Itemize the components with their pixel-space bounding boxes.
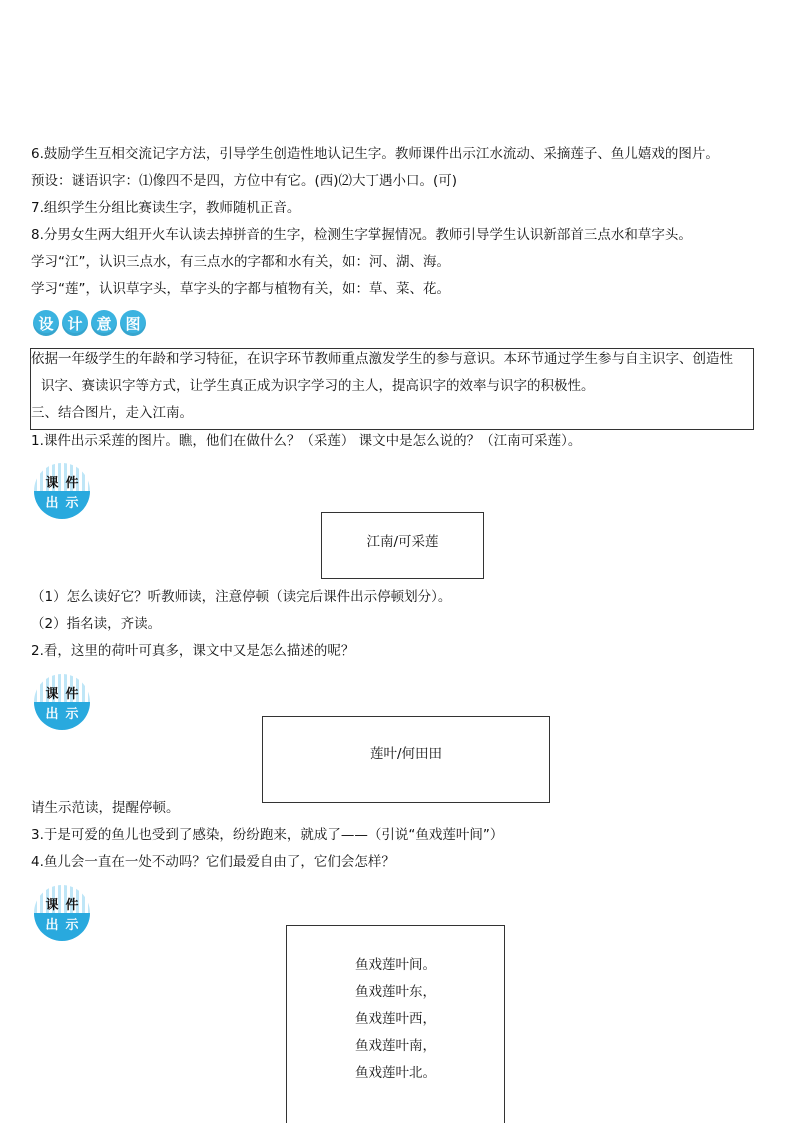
- banner-char: 计: [62, 310, 88, 336]
- paragraph-step-1a: （1）怎么读好它？听教师读，注意停顿（读完后课件出示停顿划分）。: [31, 589, 452, 605]
- badge-char: 件: [65, 898, 79, 913]
- banner-char: 设: [33, 310, 59, 336]
- frame-text: 莲叶/何田田: [369, 746, 443, 762]
- poem-line: 鱼戏莲叶北。: [355, 1065, 436, 1081]
- badge-char: 件: [65, 687, 79, 702]
- badge-char: 示: [65, 496, 79, 511]
- design-intent-box: [30, 348, 754, 430]
- paragraph-riddle-preset: 预设：谜语识字：⑴像四不是四，方位中有它。(西)⑵大丁遇小口。(可): [31, 173, 458, 189]
- poem-line: 鱼戏莲叶东，: [355, 984, 436, 1000]
- courseware-frame-2: [262, 716, 550, 803]
- paragraph-step-1b: （2）指名读，齐读。: [31, 616, 162, 632]
- badge-char: 出: [45, 707, 59, 722]
- banner-char: 图: [120, 310, 146, 336]
- paragraph-learn-lian: 学习“莲”，认识草字头，草字头的字都与植物有关，如：草、菜、花。: [31, 281, 450, 297]
- badge-char: 课: [45, 476, 59, 491]
- paragraph-step-7: 7.组织学生分组比赛读生字，教师随机正音。: [31, 200, 301, 216]
- courseware-frame-1: [321, 512, 484, 579]
- paragraph-step-4: 4.鱼儿会一直在一处不动吗？它们最爱自由了，它们会怎样？: [31, 854, 395, 870]
- paragraph-learn-jiang: 学习“江”，认识三点水，有三点水的字都和水有关，如：河、湖、海。: [31, 254, 450, 270]
- design-intent-banner: [33, 310, 146, 336]
- badge-char: 件: [65, 476, 79, 491]
- courseware-frame-3: [286, 925, 505, 1123]
- badge-char: 出: [45, 918, 59, 933]
- paragraph-step-2a: 请生示范读，提醒停顿。: [31, 800, 180, 816]
- badge-char: 课: [45, 898, 59, 913]
- badge-char: 课: [45, 687, 59, 702]
- courseware-badge: [34, 885, 90, 941]
- courseware-badge: [34, 674, 90, 730]
- paragraph-step-3: 3.于是可爱的鱼儿也受到了感染，纷纷跑来，就成了——（引说“鱼戏莲叶间”）: [31, 827, 504, 843]
- poem-line: 鱼戏莲叶南，: [355, 1038, 436, 1054]
- section-heading-3: 三、结合图片，走入江南。: [31, 405, 193, 421]
- intent-text-line-1: 依据一年级学生的年龄和学习特征，在识字环节教师重点激发学生的参与意识。本环节通过学生参与自主识字、创造性: [31, 351, 733, 367]
- paragraph-step-8: 8.分男女生两大组开火车认读去掉拼音的生字，检测生字掌握情况。教师引导学生认识新部首三点水和草字头。: [31, 227, 692, 243]
- badge-char: 出: [45, 496, 59, 511]
- paragraph-step-1: 1.课件出示采莲的图片。瞧，他们在做什么？（采莲） 课文中是怎么说的？（江南可采莲）。: [31, 433, 582, 449]
- courseware-badge: [34, 463, 90, 519]
- badge-char: 示: [65, 918, 79, 933]
- banner-char: 意: [91, 310, 117, 336]
- poem-line: 鱼戏莲叶间。: [355, 957, 436, 973]
- paragraph-step-6: 6.鼓励学生互相交流记字方法，引导学生创造性地认记生字。教师课件出示江水流动、采摘莲子、鱼儿嬉戏的图片。: [31, 146, 719, 162]
- badge-char: 示: [65, 707, 79, 722]
- frame-text: 江南/可采莲: [366, 534, 439, 550]
- paragraph-step-2: 2.看，这里的荷叶可真多，课文中又是怎么描述的呢？: [31, 643, 355, 659]
- intent-text-line-2: 识字、赛读识字等方式，让学生真正成为识字学习的主人，提高识字的效率与识字的积极性。: [41, 378, 595, 394]
- poem-line: 鱼戏莲叶西，: [355, 1011, 436, 1027]
